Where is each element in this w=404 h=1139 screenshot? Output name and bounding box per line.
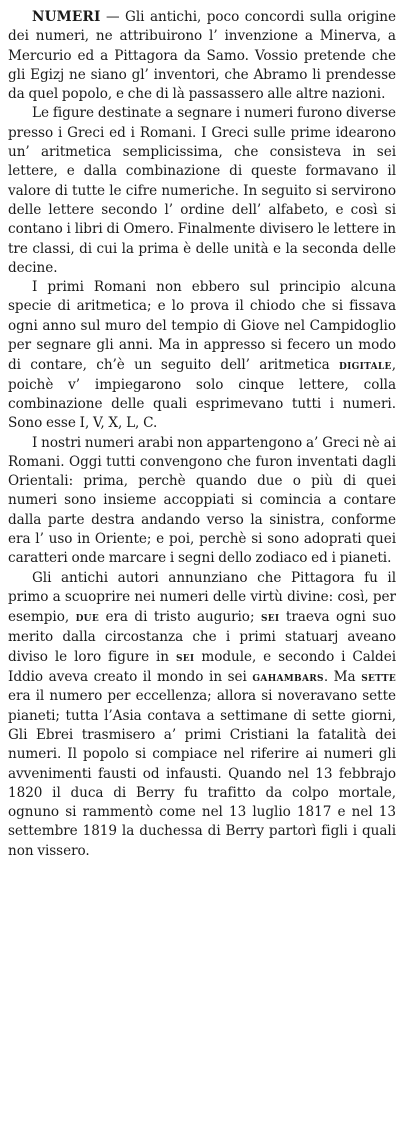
paragraph-5-text-d: module, e secondo i Caldei Iddio aveva creato il mondo in sei xyxy=(8,648,396,686)
term-digitale: digitale xyxy=(339,357,392,373)
term-due: due xyxy=(75,609,99,625)
term-gahambars: gahambars xyxy=(252,669,324,685)
paragraph-5 xyxy=(8,569,396,861)
paragraph-5-text-a: Gli antichi autori annunziano che Pittagora fu il primo a scuoprire nei numeri delle virtù divine: così, per esempio, xyxy=(8,569,396,626)
paragraph-2 xyxy=(8,104,396,278)
paragraph-4-text: I nostri numeri arabi non appartengono a’ Greci nè ai Romani. Oggi tutti convengono che furon inventati dagli Orientali: prima, perchè quando due o più di quei numeri sono insieme accoppiati si comincia a contare dalla parte destra andando verso la sinistra, conforme era l’ uso in Oriente; e poi, perchè si sono adoprati quei caratteri onde marcare i segni dello zodiaco ed i pianeti. xyxy=(8,434,396,567)
paragraph-5-text-b: era di tristo augurio; xyxy=(99,609,261,626)
paragraph-5-text-e: . Ma xyxy=(323,669,362,686)
paragraph-1-text: — Gli antichi, poco concordi sulla origine dei numeri, ne attribuirono l’ invenzione a Minerva, a Mercurio ed a Pittagora da Samo. Vossio pretende che gli Egizj ne siano gl’ inventori, che Abramo li prendesse da quel popolo, e che di là passassero alle altre nazioni. xyxy=(8,9,396,103)
paragraph-5-text-f: era il numero per eccellenza; allora si noveravano sette pianeti; tutta l’Asia contava a settimane di sette giorni, Gli Ebrei trasmisero a’ primi Cristiani la fatalità dei numeri. Il popolo si compiace nel riferire ai numeri gli avvenimenti fausti od infausti. Quando nel 13 febbrajo 1820 il duca di Berry fu trafitto da colpo mortale, ognuno si rammentò come nel 13 luglio 1817 e nel 13 settembre 1819 la duchessa di Berry partorì figli i quali non vissero. xyxy=(8,688,396,859)
paragraph-2-text: Le figure destinate a segnare i numeri furono diverse presso i Greci ed i Romani. I Greci sulle prime idearono un’ aritmetica semplicissima, che consisteva in sei lettere, e dalla combinazione di queste formavano il valore di tutte le cifre numeriche. In seguito si servirono delle lettere secondo l’ ordine dell’ alfabeto, e così si contano i libri di Omero. Finalmente divisero le lettere in tre classi, di cui la prima è delle unità e la seconda delle decine. xyxy=(8,105,396,276)
article-numeri xyxy=(8,8,396,861)
term-sei-module: sei xyxy=(175,648,195,664)
term-sette: sette xyxy=(361,669,396,685)
term-sei: sei xyxy=(260,609,280,625)
paragraph-3-text-a: I primi Romani non ebbero sul principio alcuna specie di aritmetica; e lo prova il chiodo che si fissava ogni anno sul muro del tempio di Giove nel Campidoglio per segnare gli anni. Ma in appresso si fecero un modo di contare, ch’è un seguito dell’ aritmetica xyxy=(8,279,396,374)
paragraph-1 xyxy=(8,8,396,104)
paragraph-3 xyxy=(8,278,396,433)
entry-headword: NUMERI xyxy=(32,9,101,25)
paragraph-3-text-b: , poichè v’ impiegarono solo cinque lettere, colla combinazione delle quali esprimevano tutti i numeri. Sono esse I, V, X, L, C. xyxy=(8,357,396,432)
paragraph-4 xyxy=(8,434,396,569)
paragraph-5-text-c: traeva ogni suo merito dalla circostanza che i primi statuarj aveano diviso le loro figure in xyxy=(8,609,396,665)
